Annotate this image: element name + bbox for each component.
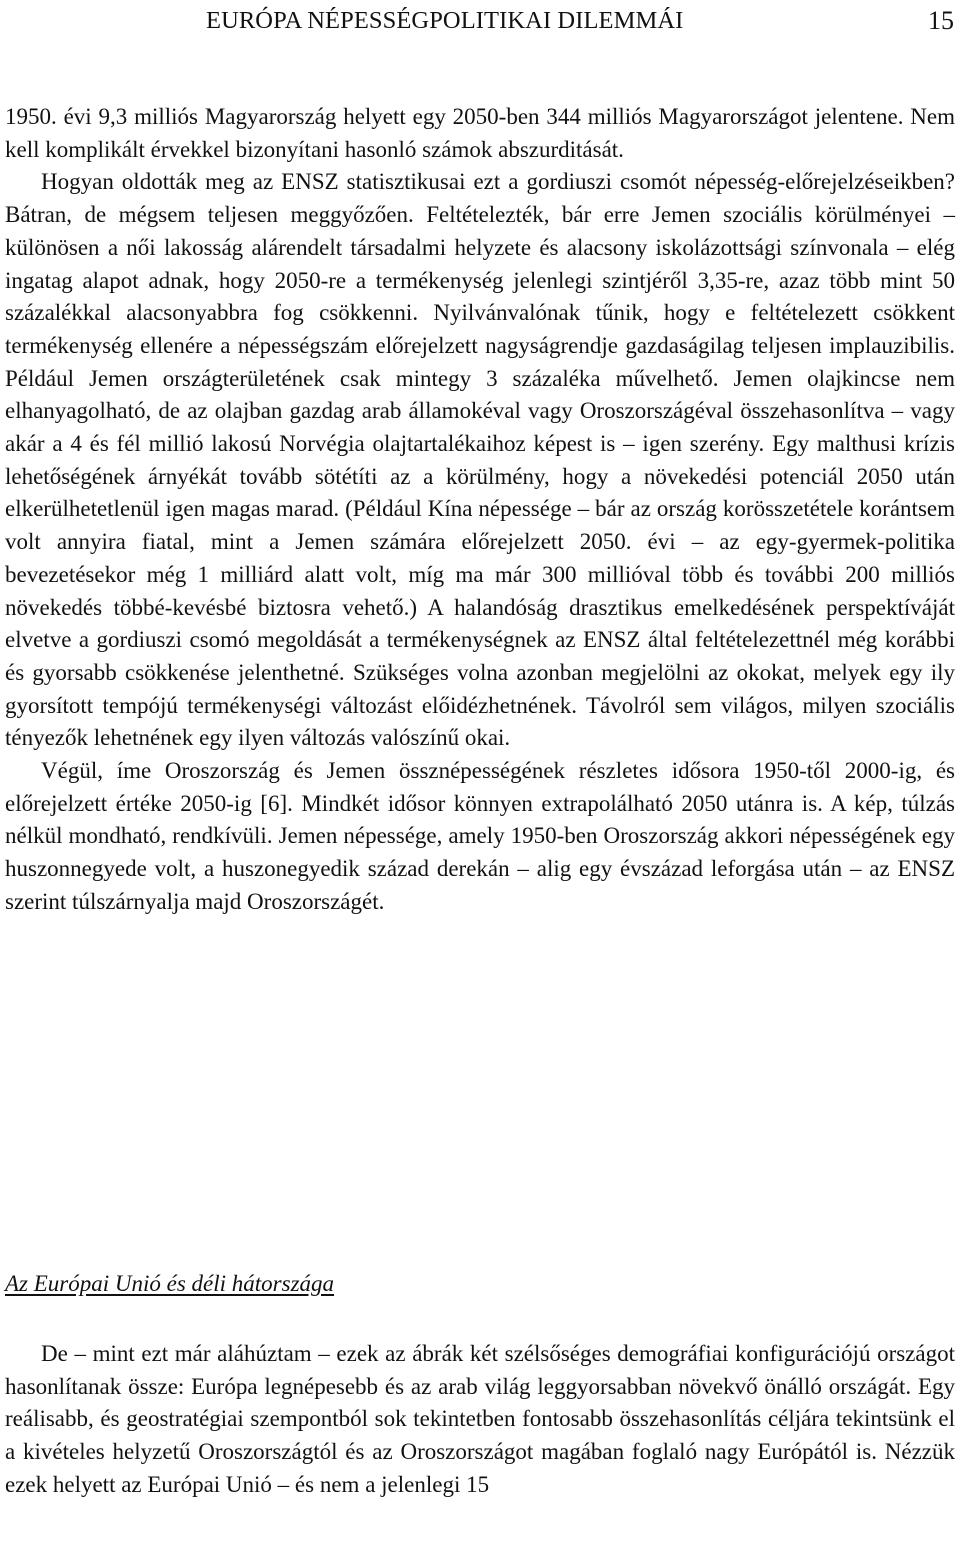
section-heading: Az Európai Unió és déli hátországa [5,1271,335,1296]
body-text [5,101,955,919]
running-title: EURÓPA NÉPESSÉGPOLITIKAI DILEMMÁI [206,7,684,34]
section-body-text [5,1338,955,1502]
page-number: 15 [928,6,954,35]
paragraph: Hogyan oldották meg az ENSZ statisztikusai ezt a gordiuszi csomót népesség-előrejelzéseikben? Bátran, de mégsem teljesen meggyőzően. Feltételezték, bár erre Jemen szociális körülményei – különösen a női lakosság alárendelt társadalmi helyzete és alacsony iskolázottsági színvonala – elég ingatag alapot adnak, hogy 2050-re a termékenység jelenlegi szintjéről 3,35-re, azaz több mint 50 százalékkal alacsonyabbra fog csökkenni. Nyilvánvalónak tűnik, hogy e feltételezett csökkent termékenység ellenére a népességszám előrejelzett nagyságrendje gazdaságilag teljesen implauzibilis. Például Jemen országterületének csak mintegy 3 százaléka művelhető. Jemen olajkincse nem elhanyagolható, de az olajban gazdag arab államokéval vagy Oroszországéval összehasonlítva – vagy akár a 4 és fél millió lakosú Norvégia olajtartalékaihoz képest is – igen szerény. Egy malthusi krízis lehetőségének árnyékát tovább sötétíti az a körülmény, hogy a növekedési potenciál 2050 után elkerülhetetlenül igen magas marad. (Például Kína népessége – bár az ország korösszetétele korántsem volt annyira fiatal, mint a Jemen számára előrejelzett 2050. évi – az egy-gyermek-politika bevezetésekor még 1 milliárd alatt volt, míg ma már 300 millióval több és további 200 milliós növekedés többé-kevésbé biztosra vehető.) A halandóság drasztikus emelkedésének perspektíváját elvetve a gordiuszi csomó megoldását a termékenységnek az ENSZ által feltételezettnél még korábbi és gyorsabb csökkenése jelenthetné. Szükséges volna azonban megjelölni az okokat, melyek egy ily gyorsított tempójú termékenységi változást előidézhetnének. Távolról sem világos, milyen szociális tényezők lehetnének egy ilyen változás valószínű okai. [5,169,955,751]
running-header [0,0,960,48]
paragraph: Végül, íme Oroszország és Jemen össznépességének részletes idősora 1950-től 2000-ig, és előrejelzett értéke 2050-ig [6]. Mindkét idősor könnyen extrapolálható 2050 utánra is. A kép, túlzás nélkül mondható, rendkívüli. Jemen népessége, amely 1950-ben Oroszország akkori népességének egy huszonnegyede volt, a huszonegyedik század derekán – alig egy évszázad leforgása után – az ENSZ szerint túlszárnyalja majd Oroszországét. [5,758,955,914]
paragraph: 1950. évi 9,3 milliós Magyarország helyett egy 2050-ben 344 milliós Magyarországot jelentene. Nem kell komplikált érvekkel bizonyítani hasonló számok abszurditását. [5,104,955,162]
paragraph: De – mint ezt már aláhúztam – ezek az ábrák két szélsőséges demográfiai konfigurációjú országot hasonlítanak össze: Európa legnépesebb és az arab világ leggyorsabban növekvő önálló országát. Egy reálisabb, és geostratégiai szempontból sok tekintetben fontosabb összehasonlítás céljára tekintsünk el a kivételes helyzetű Oroszországtól és az Oroszországot magában foglaló nagy Európától is. Nézzük ezek helyett az Európai Unió – és nem a jelenlegi 15 [5,1341,955,1497]
